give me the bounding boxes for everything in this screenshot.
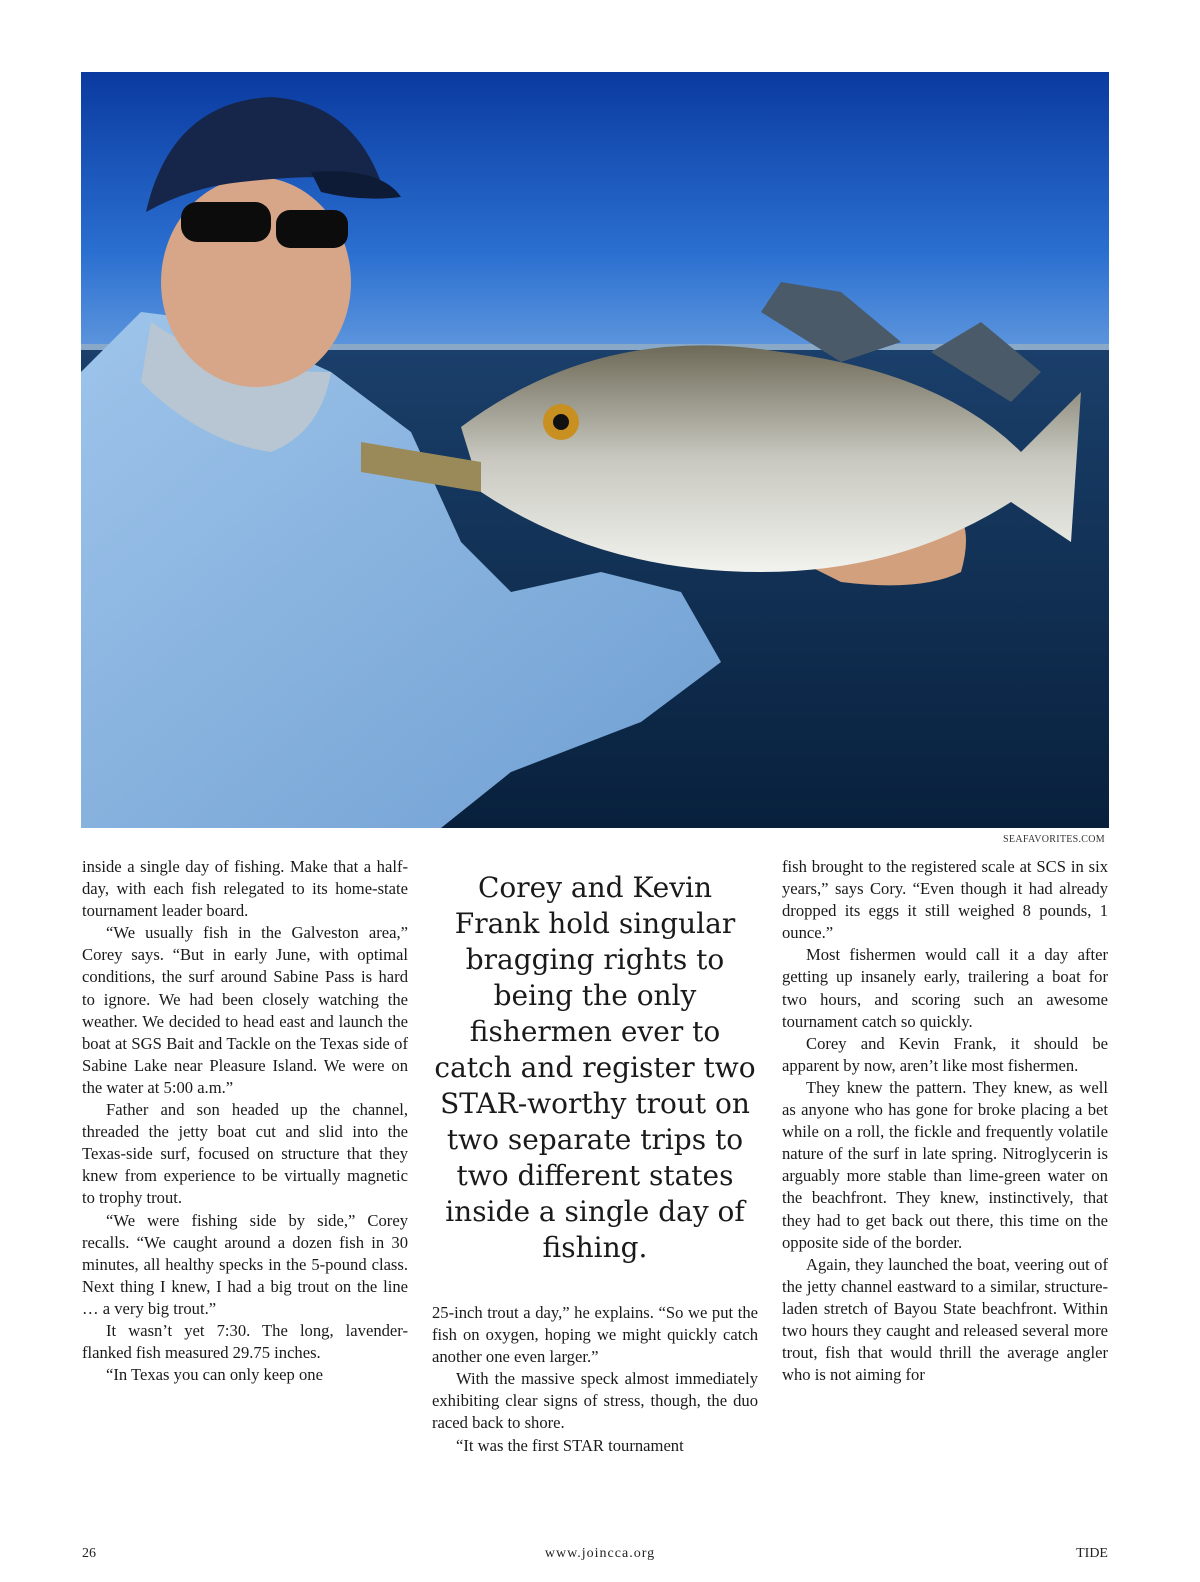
page-number: 26: [82, 1546, 96, 1561]
article-column-3: [782, 856, 1108, 1386]
paragraph: 25-inch trout a day,” he explains. “So we put the fish on oxygen, hoping we might quickly catch another one even larger.”: [432, 1303, 758, 1367]
website-link[interactable]: www.joincca.org: [544, 1546, 656, 1561]
paragraph: Most fishermen would call it a day after getting up insanely early, trailering a boat for two hours, and scoring such an awesome tournament catch so quickly.: [782, 945, 1108, 1031]
feature-photo: [81, 72, 1109, 828]
paragraph: “In Texas you can only keep one: [106, 1365, 323, 1385]
paragraph: With the massive speck almost immediately exhibiting clear signs of stress, though, the duo raced back to shore.: [432, 1369, 758, 1433]
magazine-name: TIDE: [1076, 1546, 1108, 1561]
paragraph: “It was the first STAR tournament: [456, 1435, 684, 1455]
angler-with-trout-illustration: [81, 72, 1109, 828]
paragraph: It wasn’t yet 7:30. The long, lavender-flanked fish measured 29.75 inches.: [82, 1320, 408, 1363]
photo-credit: SEAFAVORITES.COM: [1003, 834, 1105, 845]
pull-quote: Corey and Kevin Frank hold singular bragging rights to being the only fishermen ever to catch and register two STAR-worthy trout on two separate trips to two different states inside a single day of fishing.: [434, 871, 756, 1264]
article-column-2: [432, 1302, 758, 1457]
paragraph: “We usually fish in the Galveston area,” Corey says. “But in early June, with optimal conditions, the surf around Sabine Pass is hard to ignore. We had been closely watching the weather. We decided to head east and launch the boat at SGS Bait and Tackle on the Texas side of Sabine Lake near Pleasure Island. We were on the water at 5:00 a.m.”: [82, 923, 408, 1097]
article-column-1: [82, 856, 408, 1386]
paragraph: inside a single day of fishing. Make that a half-day, with each fish relegated to its home-state tournament leader board.: [82, 857, 408, 921]
paragraph: Again, they launched the boat, veering out of the jetty channel eastward to a similar, structure-laden stretch of Bayou State beachfront. Within two hours they caught and released several more trout, fish that would thrill the average angler who is not aiming for: [782, 1254, 1108, 1385]
paragraph: Corey and Kevin Frank, it should be apparent by now, aren’t like most fishermen.: [782, 1033, 1108, 1075]
paragraph: Father and son headed up the channel, threaded the jetty boat cut and slid into the Texas-side surf, focused on structure that they knew from experience to be virtually magnetic to trophy trout.: [82, 1100, 408, 1208]
paragraph: They knew the pattern. They knew, as well as anyone who has gone for broke placing a bet while on a roll, the fickle and frequently volatile nature of the surf in late spring. Nitroglycerin is arguably more stable than lime-green water on the beachfront. They knew, instinctively, that they had to get back out there, this time on the opposite side of the border.: [782, 1077, 1108, 1252]
paragraph: fish brought to the registered scale at SCS in six years,” says Cory. “Even though it had already dropped its eggs it still weighed 8 pounds, 1 ounce.”: [782, 857, 1108, 943]
paragraph: “We were fishing side by side,” Corey recalls. “We caught around a dozen fish in 30 minutes, all healthy specks in the 5-pound class. Next thing I knew, I had a big trout on the line … a very big trout.”: [82, 1210, 408, 1318]
